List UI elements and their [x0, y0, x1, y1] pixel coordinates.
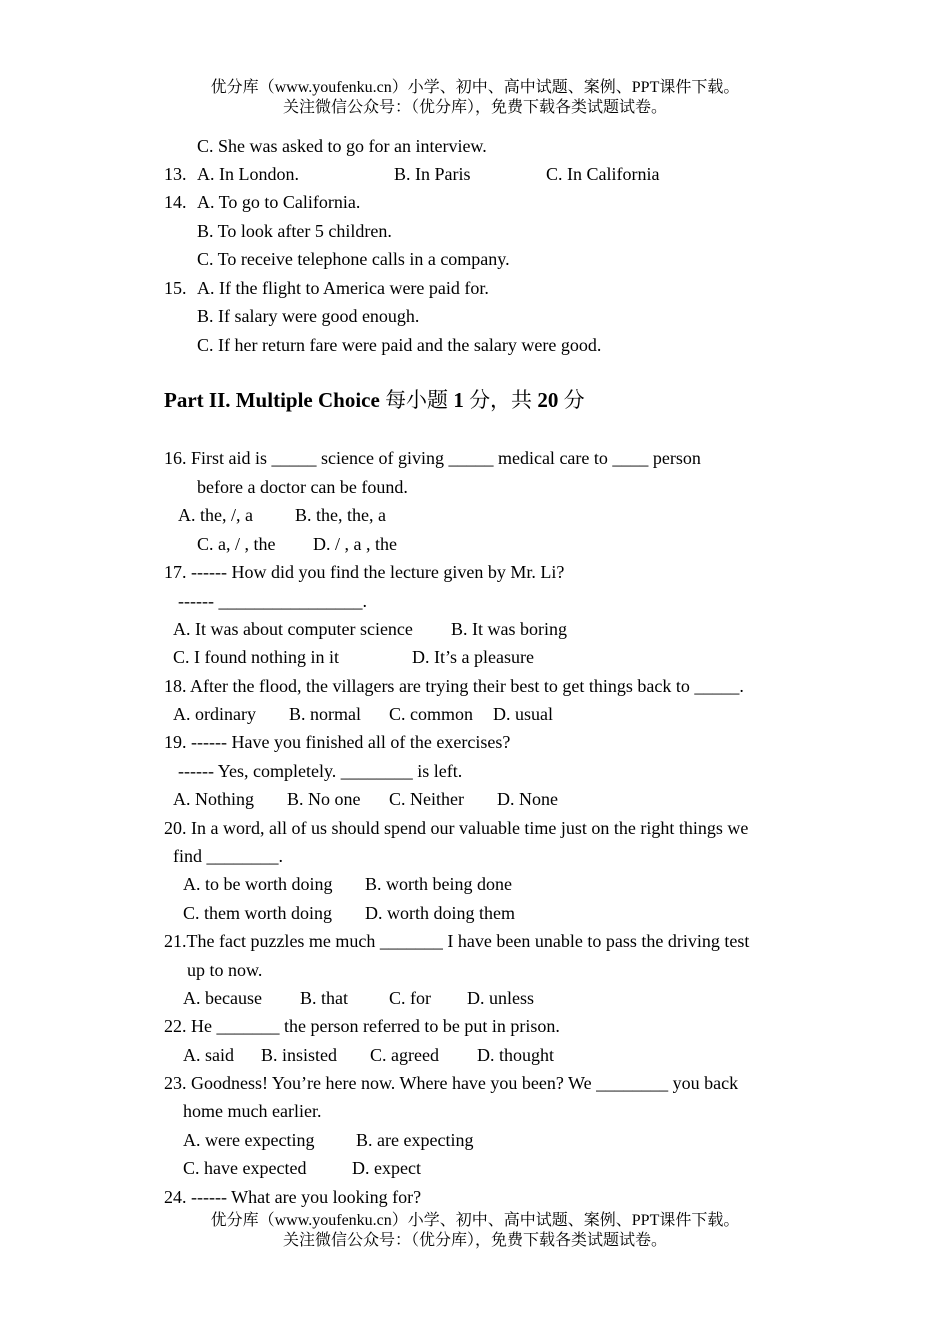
footer-line-1: 优分库（www.youfenku.cn）小学、初中、高中试题、案例、PPT课件下载。 — [210, 1212, 740, 1229]
q14-option-a: A. To go to California. — [197, 192, 361, 212]
part2-title-cn2: 分，共 — [463, 388, 538, 412]
q22-option-a: A. said — [183, 1045, 234, 1065]
q19-option-a: A. Nothing — [173, 789, 254, 809]
q19-option-d: D. None — [497, 789, 558, 809]
q21-stem-line1: 21.The fact puzzles me much _______ I have been unable to pass the driving test — [164, 931, 750, 951]
q21-option-d: D. unless — [467, 988, 534, 1008]
q20-option-d: D. worth doing them — [365, 903, 515, 923]
q16-stem-line2: before a doctor can be found. — [197, 477, 408, 497]
q13-option-b: B. In Paris — [394, 164, 471, 184]
q19-option-b: B. No one — [287, 789, 361, 809]
q17-option-d: D. It’s a pleasure — [412, 647, 534, 667]
q24-stem: 24. ------ What are you looking for? — [164, 1187, 422, 1207]
part2-title-n1: 1 — [453, 388, 464, 412]
q19-option-c: C. Neither — [389, 789, 464, 809]
page-header — [0, 78, 950, 118]
q21-stem-line2: up to now. — [187, 960, 263, 980]
q16-option-b: B. the, the, a — [295, 505, 386, 525]
q13-option-a: A. In London. — [197, 164, 299, 184]
q20-stem-line2: find ________. — [173, 846, 283, 866]
q19-stem-line1: 19. ------ Have you finished all of the exercises? — [164, 732, 511, 752]
q14-number: 14. — [164, 192, 187, 212]
footer-line-2: 关注微信公众号：（优分库），免费下载各类试题试卷。 — [282, 1232, 667, 1249]
q17-stem-line2: ------ ________________. — [178, 591, 367, 611]
q17-option-a: A. It was about computer science — [173, 619, 413, 639]
q17-option-c: C. I found nothing in it — [173, 647, 339, 667]
q21-option-a: A. because — [183, 988, 262, 1008]
q20-stem-line1: 20. In a word, all of us should spend our valuable time just on the right things we — [164, 818, 749, 838]
q21-option-b: B. that — [300, 988, 348, 1008]
q16-stem-line1: 16. First aid is _____ science of giving _____ medical care to ____ person — [164, 448, 701, 468]
part2-title-bold: Part II. Multiple Choice — [164, 388, 380, 412]
q23-stem-line1: 23. Goodness! You’re here now. Where have you been? We ________ you back — [164, 1073, 739, 1093]
header-line-2: 关注微信公众号：（优分库），免费下载各类试题试卷。 — [282, 99, 667, 116]
q13-option-c: C. In California — [546, 164, 660, 184]
q23-stem-line2: home much earlier. — [183, 1101, 322, 1121]
q23-option-d: D. expect — [352, 1158, 421, 1178]
q17-option-b: B. It was boring — [451, 619, 567, 639]
part2-title — [164, 386, 585, 414]
q23-option-a: A. were expecting — [183, 1130, 315, 1150]
q22-option-d: D. thought — [477, 1045, 555, 1065]
q16-option-d: D. / , a , the — [313, 534, 397, 554]
q15-option-b: B. If salary were good enough. — [197, 306, 420, 326]
q18-option-c: C. common — [389, 704, 473, 724]
q17-stem-line1: 17. ------ How did you find the lecture given by Mr. Li? — [164, 562, 565, 582]
q16-option-c: C. a, / , the — [197, 534, 276, 554]
part2-title-cn1: 每小题 — [379, 388, 454, 412]
q23-option-c: C. have expected — [183, 1158, 307, 1178]
q13-number: 13. — [164, 164, 187, 184]
header-line-1: 优分库（www.youfenku.cn）小学、初中、高中试题、案例、PPT课件下载。 — [210, 79, 740, 96]
page-footer — [0, 1211, 950, 1251]
q15-option-c: C. If her return fare were paid and the salary were good. — [197, 335, 602, 355]
q21-option-c: C. for — [389, 988, 431, 1008]
q14-option-b: B. To look after 5 children. — [197, 221, 392, 241]
q22-option-c: C. agreed — [370, 1045, 439, 1065]
part2-title-n2: 20 — [537, 388, 559, 412]
q18-stem: 18. After the flood, the villagers are trying their best to get things back to _____. — [164, 676, 744, 696]
q22-option-b: B. insisted — [261, 1045, 338, 1065]
q19-stem-line2: ------ Yes, completely. ________ is left. — [178, 761, 463, 781]
q12-option-c: C. She was asked to go for an interview. — [197, 136, 487, 156]
q15-option-a: A. If the flight to America were paid for. — [197, 278, 489, 298]
q23-option-b: B. are expecting — [356, 1130, 474, 1150]
q18-option-a: A. ordinary — [173, 704, 256, 724]
q22-stem: 22. He _______ the person referred to be put in prison. — [164, 1016, 560, 1036]
q16-option-a: A. the, /, a — [178, 505, 253, 525]
q14-option-c: C. To receive telephone calls in a company. — [197, 249, 510, 269]
q20-option-a: A. to be worth doing — [183, 874, 333, 894]
q18-option-b: B. normal — [289, 704, 361, 724]
q18-option-d: D. usual — [493, 704, 553, 724]
q20-option-b: B. worth being done — [365, 874, 512, 894]
part2-title-cn3: 分 — [558, 388, 585, 412]
q20-option-c: C. them worth doing — [183, 903, 332, 923]
q15-number: 15. — [164, 278, 187, 298]
